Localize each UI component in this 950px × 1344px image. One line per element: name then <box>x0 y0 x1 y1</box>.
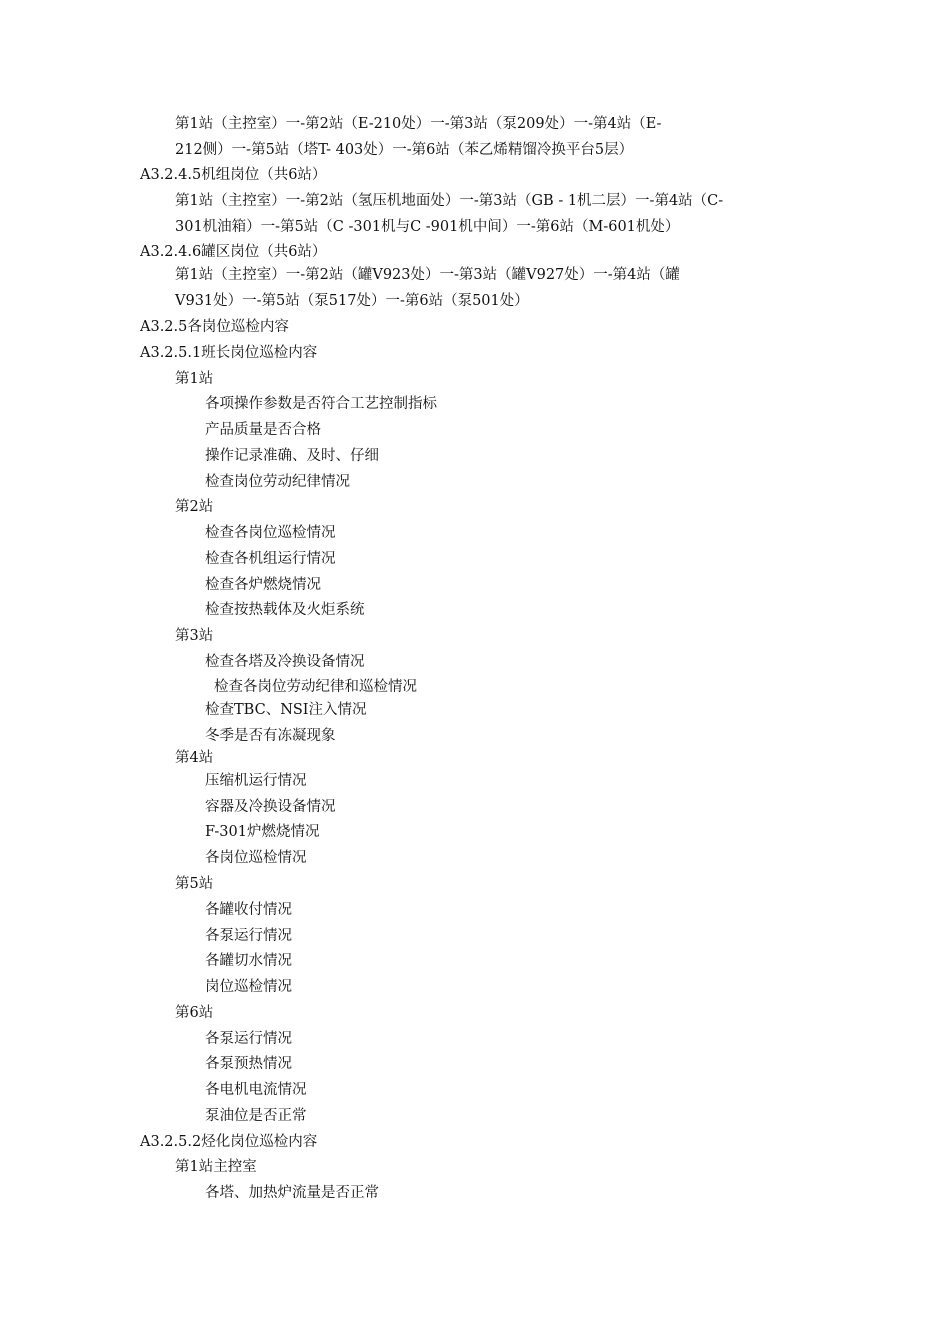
list-item: 检查TBC、NSI注入情况 <box>205 702 367 718</box>
list-item: 冬季是否有冻凝现象 <box>205 728 336 744</box>
station-heading: 第1站 <box>175 371 214 387</box>
station-heading: 第1站主控室 <box>175 1159 257 1175</box>
list-item: 检查各岗位劳动纪律和巡检情况 <box>214 679 417 695</box>
list-item: 操作记录准确、及时、仔细 <box>205 448 379 464</box>
list-item: 各项操作参数是否符合工艺控制指标 <box>205 396 437 412</box>
route-line: V931处）一-第5站（泵517处）一-第6站（泵501处） <box>175 293 529 309</box>
section-heading: A3.2.5各岗位巡检内容 <box>140 319 289 335</box>
station-heading: 第4站 <box>175 750 214 766</box>
list-item: 检查各炉燃烧情况 <box>205 577 321 593</box>
list-item: 压缩机运行情况 <box>205 773 307 789</box>
route-line: 第1站（主控室）一-第2站（罐V923处）一-第3站（罐V927处）一-第4站（罐 <box>175 267 680 283</box>
section-heading: A3.2.4.5机组岗位（共6站） <box>140 167 327 183</box>
list-item: 各电机电流情况 <box>205 1082 307 1098</box>
station-heading: 第6站 <box>175 1005 214 1021</box>
list-item: 泵油位是否正常 <box>205 1108 307 1124</box>
list-item: 各泵运行情况 <box>205 928 292 944</box>
route-line: 301机油箱）一-第5站（C -301机与C -901机中间）一-第6站（M-601机处） <box>175 219 680 235</box>
list-item: 检查各岗位巡检情况 <box>205 525 336 541</box>
section-heading: A3.2.5.1班长岗位巡检内容 <box>140 345 318 361</box>
list-item: 各岗位巡检情况 <box>205 850 307 866</box>
station-heading: 第5站 <box>175 876 214 892</box>
list-item: 各塔、加热炉流量是否正常 <box>205 1185 379 1201</box>
list-item: 岗位巡检情况 <box>205 979 292 995</box>
list-item: 各罐收付情况 <box>205 902 292 918</box>
list-item: 检查岗位劳动纪律情况 <box>205 474 350 490</box>
list-item: 容器及冷换设备情况 <box>205 799 336 815</box>
route-line: 第1站（主控室）一-第2站（E-210处）一-第3站（泵209处）一-第4站（E- <box>175 116 662 132</box>
station-heading: 第3站 <box>175 628 214 644</box>
list-item: 检查各机组运行情况 <box>205 551 336 567</box>
list-item: 各泵预热情况 <box>205 1056 292 1072</box>
section-heading: A3.2.5.2烃化岗位巡检内容 <box>140 1134 318 1150</box>
list-item: 检查按热载体及火炬系统 <box>205 602 365 618</box>
list-item: 检查各塔及冷换设备情况 <box>205 654 365 670</box>
route-line: 212侧）一-第5站（塔T- 403处）一-第6站（苯乙烯精馏冷换平台5层） <box>175 142 634 158</box>
section-heading: A3.2.4.6罐区岗位（共6站） <box>140 244 327 260</box>
list-item: F-301炉燃烧情况 <box>205 824 320 840</box>
list-item: 产品质量是否合格 <box>205 422 321 438</box>
route-line: 第1站（主控室）一-第2站（氢压机地面处）一-第3站（GB - 1机二层）一-第4站（C- <box>175 193 724 209</box>
list-item: 各泵运行情况 <box>205 1031 292 1047</box>
station-heading: 第2站 <box>175 499 214 515</box>
list-item: 各罐切水情况 <box>205 953 292 969</box>
